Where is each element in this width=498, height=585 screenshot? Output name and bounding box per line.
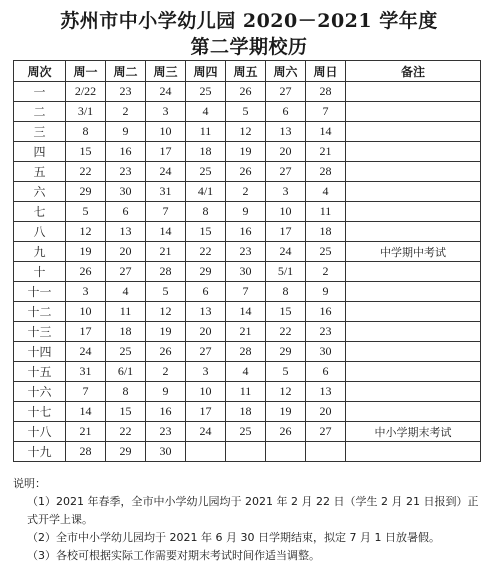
day-cell: 3 xyxy=(266,182,306,202)
table-row xyxy=(14,442,481,462)
day-cell: 20 xyxy=(306,402,346,422)
document-title: 苏州市中小学幼儿园 2020－2021 学年度 xyxy=(60,10,438,32)
day-cell: 30 xyxy=(306,342,346,362)
table-row xyxy=(14,422,481,442)
day-cell: 12 xyxy=(226,122,266,142)
day-cell: 14 xyxy=(146,222,186,242)
day-cell: 8 xyxy=(186,202,226,222)
column-header: 周四 xyxy=(186,61,226,82)
table-body xyxy=(14,82,481,462)
day-cell: 11 xyxy=(306,202,346,222)
day-cell: 29 xyxy=(66,182,106,202)
day-cell: 21 xyxy=(66,422,106,442)
document-subtitle: 第二学期校历 xyxy=(190,36,308,58)
day-cell: 27 xyxy=(106,262,146,282)
day-cell: 27 xyxy=(266,82,306,102)
day-cell: 13 xyxy=(106,222,146,242)
column-header: 周二 xyxy=(106,61,146,82)
day-cell: 13 xyxy=(266,122,306,142)
day-cell: 10 xyxy=(266,202,306,222)
day-cell: 7 xyxy=(306,102,346,122)
day-cell: 3 xyxy=(66,282,106,302)
week-cell: 四 xyxy=(14,142,66,162)
day-cell: 28 xyxy=(306,162,346,182)
day-cell: 15 xyxy=(66,142,106,162)
week-cell: 八 xyxy=(14,222,66,242)
day-cell: 29 xyxy=(186,262,226,282)
day-cell: 21 xyxy=(226,322,266,342)
notes-title: 说明： xyxy=(13,477,46,490)
note-cell xyxy=(346,222,481,242)
table-row xyxy=(14,242,481,262)
day-cell: 13 xyxy=(306,382,346,402)
day-cell: 11 xyxy=(186,122,226,142)
day-cell: 7 xyxy=(226,282,266,302)
day-cell: 15 xyxy=(106,402,146,422)
day-cell: 28 xyxy=(306,82,346,102)
day-cell: 6 xyxy=(306,362,346,382)
note-cell xyxy=(346,322,481,342)
day-cell: 31 xyxy=(66,362,106,382)
day-cell xyxy=(186,442,226,462)
day-cell: 26 xyxy=(266,422,306,442)
week-cell: 十四 xyxy=(14,342,66,362)
day-cell: 2 xyxy=(306,262,346,282)
note-cell xyxy=(346,382,481,402)
day-cell: 9 xyxy=(106,122,146,142)
day-cell: 2 xyxy=(146,362,186,382)
week-cell: 十三 xyxy=(14,322,66,342)
calendar-table xyxy=(13,60,481,462)
day-cell: 22 xyxy=(66,162,106,182)
note-cell: 中学期中考试 xyxy=(346,242,481,262)
week-cell: 六 xyxy=(14,182,66,202)
column-header: 周六 xyxy=(266,61,306,82)
day-cell: 26 xyxy=(226,162,266,182)
week-cell: 一 xyxy=(14,82,66,102)
week-cell: 五 xyxy=(14,162,66,182)
day-cell: 20 xyxy=(266,142,306,162)
day-cell: 16 xyxy=(226,222,266,242)
day-cell: 28 xyxy=(226,342,266,362)
day-cell: 24 xyxy=(186,422,226,442)
column-header: 周五 xyxy=(226,61,266,82)
day-cell: 25 xyxy=(106,342,146,362)
note-cell xyxy=(346,262,481,282)
day-cell: 24 xyxy=(146,162,186,182)
day-cell: 7 xyxy=(146,202,186,222)
day-cell: 4 xyxy=(186,102,226,122)
note-cell xyxy=(346,162,481,182)
day-cell: 22 xyxy=(266,322,306,342)
week-cell: 十 xyxy=(14,262,66,282)
day-cell: 8 xyxy=(66,122,106,142)
week-cell: 十二 xyxy=(14,302,66,322)
day-cell: 16 xyxy=(146,402,186,422)
day-cell: 25 xyxy=(306,242,346,262)
day-cell: 17 xyxy=(186,402,226,422)
column-header: 周次 xyxy=(14,61,66,82)
day-cell: 23 xyxy=(226,242,266,262)
note-item-1: （1）2021 年春季，全市中小学幼儿园均于 2021 年 2 月 22 日（学生 2 月 21 日报到）正式开学上课。 xyxy=(27,495,479,526)
day-cell: 18 xyxy=(186,142,226,162)
day-cell: 20 xyxy=(106,242,146,262)
note-cell xyxy=(346,82,481,102)
day-cell: 14 xyxy=(226,302,266,322)
day-cell: 9 xyxy=(146,382,186,402)
table-row xyxy=(14,142,481,162)
day-cell: 23 xyxy=(146,422,186,442)
table-row xyxy=(14,102,481,122)
day-cell: 26 xyxy=(146,342,186,362)
table-row xyxy=(14,382,481,402)
note-cell xyxy=(346,202,481,222)
note-cell: 中小学期末考试 xyxy=(346,422,481,442)
day-cell: 5 xyxy=(226,102,266,122)
day-cell: 24 xyxy=(266,242,306,262)
day-cell: 11 xyxy=(226,382,266,402)
day-cell: 21 xyxy=(306,142,346,162)
day-cell: 18 xyxy=(226,402,266,422)
day-cell: 10 xyxy=(66,302,106,322)
day-cell: 2 xyxy=(106,102,146,122)
day-cell: 30 xyxy=(226,262,266,282)
day-cell: 28 xyxy=(146,262,186,282)
day-cell: 9 xyxy=(306,282,346,302)
day-cell: 5 xyxy=(266,362,306,382)
day-cell: 8 xyxy=(106,382,146,402)
note-cell xyxy=(346,282,481,302)
day-cell: 8 xyxy=(266,282,306,302)
table-header-row xyxy=(14,61,481,82)
day-cell: 26 xyxy=(226,82,266,102)
day-cell: 24 xyxy=(146,82,186,102)
day-cell: 17 xyxy=(146,142,186,162)
note-cell xyxy=(346,182,481,202)
day-cell: 12 xyxy=(146,302,186,322)
day-cell: 23 xyxy=(106,162,146,182)
day-cell: 19 xyxy=(66,242,106,262)
day-cell: 6 xyxy=(266,102,306,122)
day-cell: 17 xyxy=(66,322,106,342)
table-row xyxy=(14,402,481,422)
day-cell: 19 xyxy=(266,402,306,422)
note-item-2: （2）全市中小学幼儿园均于 2021 年 6 月 30 日学期结束，拟定 7 月 1 日放暑假。 xyxy=(27,531,440,544)
day-cell: 29 xyxy=(106,442,146,462)
day-cell: 5 xyxy=(66,202,106,222)
week-cell: 十六 xyxy=(14,382,66,402)
table-row xyxy=(14,222,481,242)
day-cell: 14 xyxy=(306,122,346,142)
column-header: 周三 xyxy=(146,61,186,82)
week-cell: 三 xyxy=(14,122,66,142)
day-cell: 11 xyxy=(106,302,146,322)
week-cell: 七 xyxy=(14,202,66,222)
day-cell: 15 xyxy=(186,222,226,242)
day-cell: 2 xyxy=(226,182,266,202)
day-cell: 7 xyxy=(66,382,106,402)
day-cell: 22 xyxy=(186,242,226,262)
day-cell: 20 xyxy=(186,322,226,342)
day-cell: 3 xyxy=(146,102,186,122)
day-cell: 21 xyxy=(146,242,186,262)
day-cell: 5 xyxy=(146,282,186,302)
day-cell: 19 xyxy=(146,322,186,342)
day-cell: 31 xyxy=(146,182,186,202)
column-header: 备注 xyxy=(346,61,481,82)
table-row xyxy=(14,322,481,342)
notes-section xyxy=(13,475,485,565)
table-row xyxy=(14,162,481,182)
day-cell: 18 xyxy=(106,322,146,342)
day-cell: 15 xyxy=(266,302,306,322)
day-cell: 9 xyxy=(226,202,266,222)
week-cell: 十九 xyxy=(14,442,66,462)
table-row xyxy=(14,342,481,362)
note-cell xyxy=(346,142,481,162)
day-cell: 4 xyxy=(106,282,146,302)
week-cell: 二 xyxy=(14,102,66,122)
day-cell xyxy=(226,442,266,462)
table-row xyxy=(14,302,481,322)
day-cell: 26 xyxy=(66,262,106,282)
week-cell: 十七 xyxy=(14,402,66,422)
day-cell: 16 xyxy=(306,302,346,322)
day-cell: 4/1 xyxy=(186,182,226,202)
day-cell: 17 xyxy=(266,222,306,242)
day-cell: 4 xyxy=(306,182,346,202)
day-cell: 6 xyxy=(106,202,146,222)
day-cell: 23 xyxy=(306,322,346,342)
note-cell xyxy=(346,342,481,362)
note-cell xyxy=(346,402,481,422)
day-cell: 2/22 xyxy=(66,82,106,102)
day-cell: 14 xyxy=(66,402,106,422)
table-row xyxy=(14,82,481,102)
note-cell xyxy=(346,122,481,142)
day-cell: 12 xyxy=(66,222,106,242)
day-cell: 23 xyxy=(106,82,146,102)
note-item-3: （3）各校可根据实际工作需要对期末考试时间作适当调整。 xyxy=(27,549,320,562)
day-cell: 22 xyxy=(106,422,146,442)
day-cell: 5/1 xyxy=(266,262,306,282)
day-cell: 25 xyxy=(186,162,226,182)
day-cell: 18 xyxy=(306,222,346,242)
day-cell: 27 xyxy=(266,162,306,182)
day-cell: 3/1 xyxy=(66,102,106,122)
day-cell: 13 xyxy=(186,302,226,322)
day-cell: 29 xyxy=(266,342,306,362)
table-row xyxy=(14,362,481,382)
week-cell: 十八 xyxy=(14,422,66,442)
day-cell: 10 xyxy=(186,382,226,402)
day-cell xyxy=(306,442,346,462)
day-cell: 28 xyxy=(66,442,106,462)
table-row xyxy=(14,202,481,222)
day-cell: 30 xyxy=(146,442,186,462)
day-cell: 25 xyxy=(186,82,226,102)
day-cell: 6/1 xyxy=(106,362,146,382)
note-cell xyxy=(346,102,481,122)
note-cell xyxy=(346,302,481,322)
week-cell: 十一 xyxy=(14,282,66,302)
day-cell: 10 xyxy=(146,122,186,142)
day-cell: 4 xyxy=(226,362,266,382)
day-cell: 6 xyxy=(186,282,226,302)
day-cell xyxy=(266,442,306,462)
column-header: 周一 xyxy=(66,61,106,82)
table-row xyxy=(14,262,481,282)
day-cell: 12 xyxy=(266,382,306,402)
table-row xyxy=(14,122,481,142)
table-row xyxy=(14,282,481,302)
day-cell: 25 xyxy=(226,422,266,442)
day-cell: 27 xyxy=(306,422,346,442)
day-cell: 27 xyxy=(186,342,226,362)
week-cell: 九 xyxy=(14,242,66,262)
day-cell: 19 xyxy=(226,142,266,162)
week-cell: 十五 xyxy=(14,362,66,382)
day-cell: 3 xyxy=(186,362,226,382)
note-cell xyxy=(346,442,481,462)
day-cell: 30 xyxy=(106,182,146,202)
column-header: 周日 xyxy=(306,61,346,82)
day-cell: 16 xyxy=(106,142,146,162)
table-row xyxy=(14,182,481,202)
note-cell xyxy=(346,362,481,382)
day-cell: 24 xyxy=(66,342,106,362)
